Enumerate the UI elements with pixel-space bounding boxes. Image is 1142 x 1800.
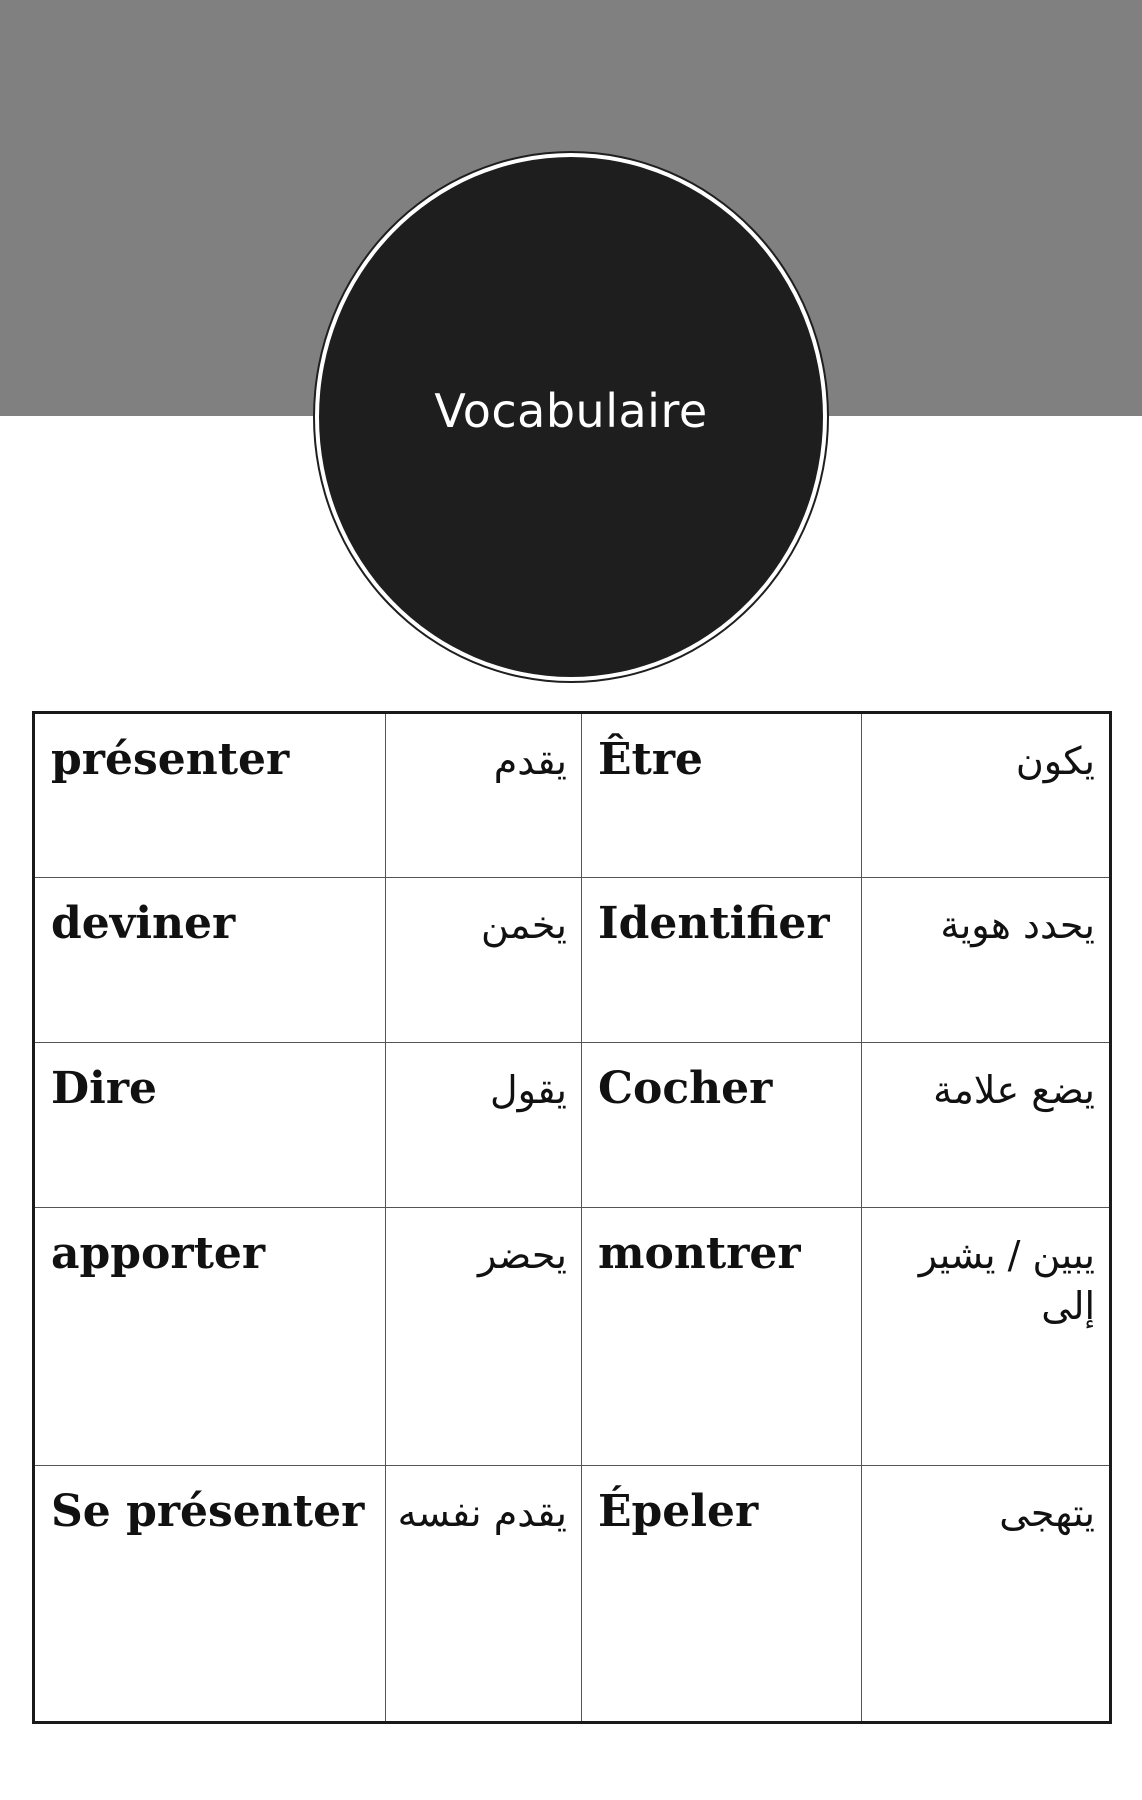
table-row: [34, 878, 1111, 1043]
french-word: Dire: [34, 1043, 386, 1208]
vocabulary-table: [32, 711, 1112, 1724]
title-circle: [319, 157, 823, 677]
table-row: [34, 1466, 1111, 1723]
french-word: Identifier: [582, 878, 862, 1043]
french-word: Se présenter: [34, 1466, 386, 1723]
arabic-translation: يقدم نفسه: [386, 1466, 582, 1723]
french-word: Épeler: [582, 1466, 862, 1723]
arabic-translation: يبين / يشير إلى: [862, 1208, 1111, 1466]
arabic-translation: يخمن: [386, 878, 582, 1043]
table-row: [34, 1043, 1111, 1208]
arabic-translation: يقول: [386, 1043, 582, 1208]
arabic-translation: يتهجى: [862, 1466, 1111, 1723]
french-word: deviner: [34, 878, 386, 1043]
french-word: montrer: [582, 1208, 862, 1466]
french-word: Être: [582, 713, 862, 878]
arabic-translation: يحدد هوية: [862, 878, 1111, 1043]
arabic-translation: يكون: [862, 713, 1111, 878]
french-word: apporter: [34, 1208, 386, 1466]
french-word: Cocher: [582, 1043, 862, 1208]
arabic-translation: يقدم: [386, 713, 582, 878]
arabic-translation: يضع علامة: [862, 1043, 1111, 1208]
table-row: [34, 1208, 1111, 1466]
page-title: Vocabulaire: [434, 384, 708, 438]
french-word: présenter: [34, 713, 386, 878]
table-row: [34, 713, 1111, 878]
arabic-translation: يحضر: [386, 1208, 582, 1466]
